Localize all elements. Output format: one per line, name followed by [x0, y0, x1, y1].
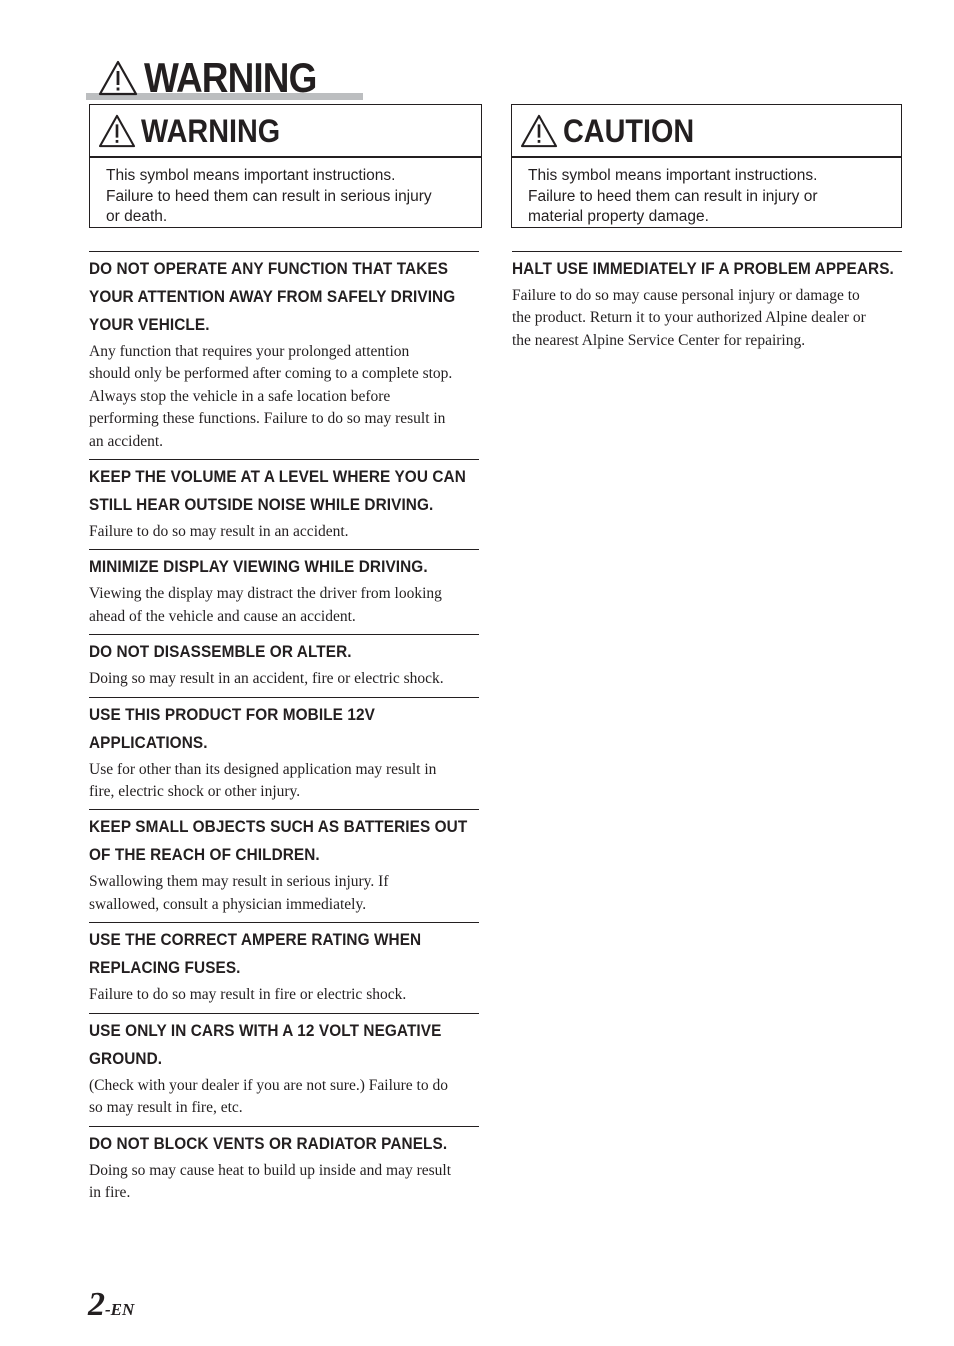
section-heading-line: MINIMIZE DISPLAY VIEWING WHILE DRIVING. [89, 558, 428, 577]
section-heading [89, 463, 477, 519]
section-body [89, 341, 479, 459]
caution-items-column [512, 251, 902, 358]
section-heading-line: DO NOT BLOCK VENTS OR RADIATOR PANELS. [89, 1134, 448, 1153]
warning-symbol-box [89, 104, 482, 228]
section-heading-line: USE THIS PRODUCT FOR MOBILE 12V [89, 705, 375, 724]
section-body-line: Failure to do so may result in fire or electric shock. [89, 986, 407, 1004]
section-heading-line: USE ONLY IN CARS WITH A 12 VOLT NEGATIVE [89, 1021, 442, 1040]
section-body-line: Use for other than its designed application may result in [89, 760, 437, 778]
section-body [89, 984, 479, 1012]
section-body [89, 871, 479, 922]
section-body-line: Always stop the vehicle in a safe location before [89, 387, 391, 405]
section-body-line: Doing so may result in an accident, fire or electric shock. [89, 670, 444, 688]
instruction-section [512, 251, 902, 358]
section-body-line: Failure to do so may result in an accident. [89, 523, 349, 541]
caution-symbol-box [511, 104, 902, 228]
section-body-line: so may result in fire, etc. [89, 1099, 243, 1117]
section-heading [512, 255, 900, 283]
section-heading-line: KEEP SMALL OBJECTS SUCH AS BATTERIES OUT [89, 818, 468, 837]
warning-desc-line: This symbol means important instructions. [106, 167, 396, 184]
instruction-section [89, 459, 479, 549]
caution-desc-line: This symbol means important instructions. [528, 167, 818, 184]
section-heading-line: DO NOT DISASSEMBLE OR ALTER. [89, 643, 352, 662]
section-body-line: should only be performed after coming to a complete stop. [89, 365, 453, 383]
instruction-section [89, 809, 479, 922]
instruction-section [89, 1013, 479, 1126]
caution-desc-line: material property damage. [528, 208, 709, 225]
page-number-suffix: -EN [105, 1300, 135, 1319]
section-heading-line: HALT USE IMMEDIATELY IF A PROBLEM APPEARS. [512, 260, 894, 278]
section-body [89, 668, 479, 696]
instruction-section [89, 922, 479, 1012]
section-body-line: the nearest Alpine Service Center for repairing. [512, 331, 806, 349]
instruction-section [89, 251, 479, 459]
section-heading [89, 701, 477, 757]
section-heading [89, 1017, 477, 1073]
section-heading [89, 1130, 477, 1158]
page-title [86, 56, 363, 100]
section-body-line: performing these functions. Failure to do so may result in [89, 410, 446, 428]
section-body-line: Failure to do so may cause personal injury or damage to [512, 287, 860, 304]
caution-box-label: CAUTION [563, 112, 695, 149]
warning-items-column [89, 251, 479, 1210]
caution-desc-line: Failure to heed them can result in injury or [528, 187, 818, 205]
caution-box-header [512, 105, 901, 158]
section-heading-line: GROUND. [89, 1049, 163, 1068]
section-heading-line: APPLICATIONS. [89, 733, 208, 752]
section-body [89, 521, 479, 549]
instruction-section [89, 1126, 479, 1211]
section-body-line: Any function that requires your prolonged attention [89, 343, 410, 360]
warning-box-header [90, 105, 481, 158]
page-number-digit: 2 [88, 1286, 105, 1323]
instruction-section [89, 549, 479, 634]
warning-triangle-icon [98, 60, 138, 96]
warning-desc-line: or death. [106, 208, 168, 225]
section-heading-line: YOUR ATTENTION AWAY FROM SAFELY DRIVING [89, 288, 456, 306]
section-heading-line: KEEP THE VOLUME AT A LEVEL WHERE YOU CAN [89, 468, 466, 487]
section-body-line: swallowed, consult a physician immediately. [89, 895, 367, 913]
section-body-line: Doing so may cause heat to build up inside and may result [89, 1161, 452, 1179]
section-body [89, 1160, 479, 1211]
section-body-line: an accident. [89, 432, 164, 450]
instruction-section [89, 634, 479, 696]
section-heading [89, 813, 477, 869]
section-heading [89, 638, 477, 666]
section-body [89, 1075, 479, 1126]
warning-desc-line: Failure to heed them can result in serious injury [106, 187, 432, 205]
section-heading-line: OF THE REACH OF CHILDREN. [89, 846, 320, 865]
page-number [88, 1286, 134, 1324]
section-body-line: Viewing the display may distract the driver from looking [89, 585, 442, 603]
caution-triangle-icon [520, 114, 558, 148]
caution-box-description [512, 158, 901, 228]
section-body-line: fire, electric shock or other injury. [89, 783, 301, 801]
instruction-section [89, 697, 479, 810]
section-heading-line: USE THE CORRECT AMPERE RATING WHEN [89, 931, 422, 950]
section-heading [89, 553, 477, 581]
section-body-line: in fire. [89, 1183, 131, 1201]
section-body [89, 759, 479, 810]
page-title-text: WARNING [144, 54, 317, 101]
section-body-line: ahead of the vehicle and cause an accident. [89, 607, 356, 625]
section-heading-line: YOUR VEHICLE. [89, 316, 210, 334]
section-body-line: the product. Return it to your authorized Alpine dealer or [512, 309, 866, 327]
warning-triangle-icon [98, 114, 136, 148]
section-heading-line: STILL HEAR OUTSIDE NOISE WHILE DRIVING. [89, 496, 434, 515]
section-body [512, 285, 902, 358]
section-heading [89, 926, 477, 982]
section-body [89, 583, 479, 634]
warning-box-label: WARNING [141, 112, 281, 149]
section-heading [89, 255, 477, 339]
section-body-line: Swallowing them may result in serious injury. If [89, 873, 389, 891]
section-heading-line: REPLACING FUSES. [89, 959, 241, 978]
warning-box-description [90, 158, 481, 228]
section-heading-line: DO NOT OPERATE ANY FUNCTION THAT TAKES [89, 260, 449, 278]
section-body-line: (Check with your dealer if you are not sure.) Failure to do [89, 1076, 448, 1094]
